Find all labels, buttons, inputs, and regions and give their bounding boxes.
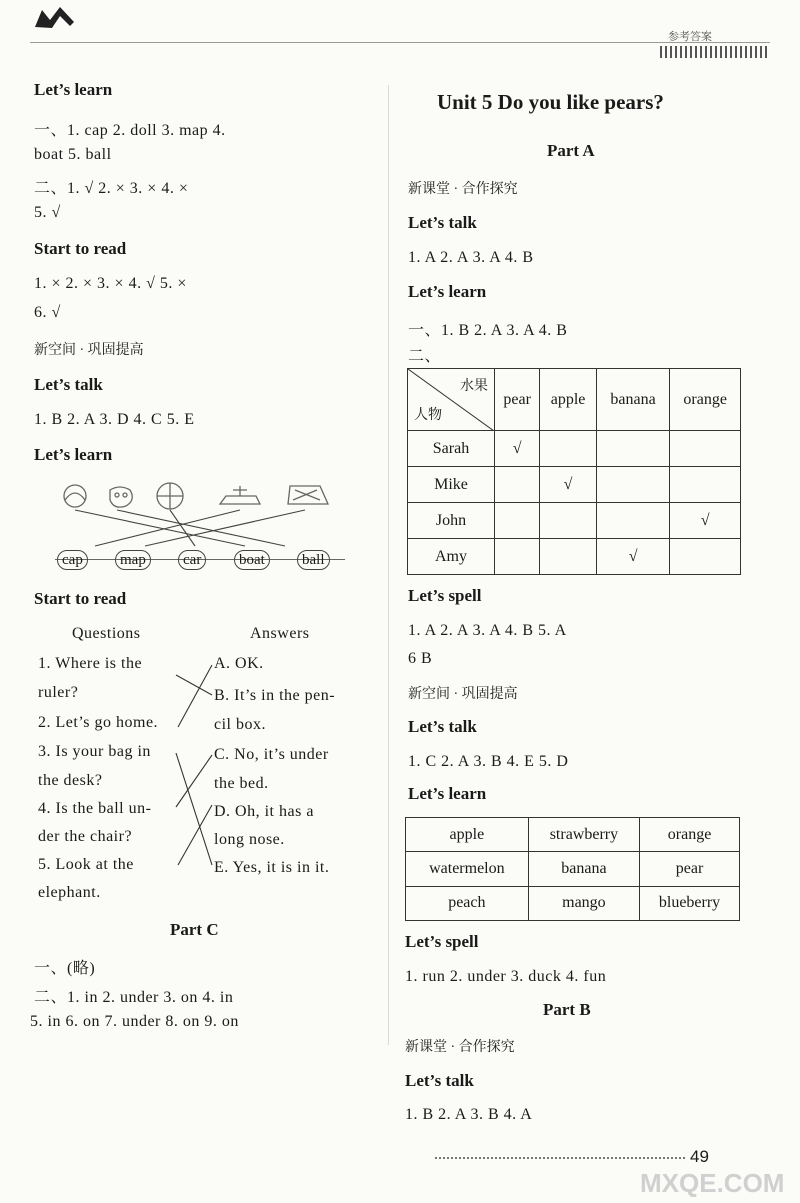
table-row <box>406 886 740 920</box>
left-section-cn: 新空间 · 巩固提高 <box>34 343 144 358</box>
footer-dotted-rule <box>435 1157 685 1159</box>
left-learn-line3: 二、1. √ 2. × 3. × 4. × <box>34 180 189 197</box>
word-cell: strawberry <box>528 818 639 852</box>
word-cell: banana <box>528 852 639 886</box>
corner-label-fruit: 水果 <box>460 379 488 394</box>
corner-label-people: 人物 <box>414 408 442 423</box>
question-line: der the chair? <box>38 828 133 845</box>
question-line: 5. Look at the <box>38 856 134 873</box>
table-row <box>408 431 741 467</box>
question-line: 3. Is your bag in <box>38 743 151 760</box>
answer-line: A. OK. <box>214 655 264 672</box>
header-rule <box>30 42 770 43</box>
table-row <box>406 852 740 886</box>
check-mark <box>670 431 741 467</box>
fruit-words-table <box>405 817 740 921</box>
page-number: 49 <box>690 1147 709 1166</box>
check-mark <box>596 431 669 467</box>
part-a-title: Part A <box>547 141 595 160</box>
right-spell2-line1: 1. run 2. under 3. duck 4. fun <box>405 968 607 985</box>
answer-line: B. It’s in the pen- <box>214 687 336 704</box>
check-mark <box>495 467 540 503</box>
table-row <box>408 467 741 503</box>
right-talk3-title: Let’s talk <box>405 1071 474 1090</box>
left-talk-title: Let’s talk <box>34 375 103 394</box>
left-learn2-title: Let’s learn <box>34 445 113 464</box>
check-mark: √ <box>495 431 540 467</box>
table-header-cell: pear <box>495 369 540 431</box>
answers-header: Answers <box>250 625 310 642</box>
question-line: the desk? <box>38 772 103 789</box>
match-word-map: map <box>115 550 151 570</box>
answer-line: cil box. <box>214 716 266 733</box>
right-section-cn3: 新课堂 · 合作探究 <box>405 1040 515 1055</box>
left-read-line1: 1. × 2. × 3. × 4. √ 5. × <box>34 275 187 292</box>
header-barcode <box>660 46 770 58</box>
check-mark <box>596 503 669 539</box>
right-learn1-line2: 二、 <box>408 348 442 365</box>
fruit-preference-table <box>407 368 741 575</box>
left-talk-line1: 1. B 2. A 3. D 4. C 5. E <box>34 411 195 428</box>
row-name: John <box>408 503 495 539</box>
check-mark <box>596 467 669 503</box>
right-section-cn1: 新课堂 · 合作探究 <box>408 182 518 197</box>
header-tag: 参考答案 <box>668 31 712 43</box>
match-word-boat: boat <box>234 550 270 570</box>
table-row <box>406 818 740 852</box>
left-learn-line4: 5. √ <box>34 204 61 221</box>
check-mark: √ <box>540 467 597 503</box>
word-cell: pear <box>640 852 740 886</box>
table-row <box>408 503 741 539</box>
right-spell1-title: Let’s spell <box>408 586 482 605</box>
match-word-ball: ball <box>297 550 330 570</box>
table-row <box>408 539 741 575</box>
table-header-cell: orange <box>670 369 741 431</box>
table-header-cell: apple <box>540 369 597 431</box>
table-corner-cell <box>408 369 495 431</box>
question-line: elephant. <box>38 884 101 901</box>
right-learn1-title: Let’s learn <box>408 282 487 301</box>
answer-line: E. Yes, it is in it. <box>214 859 330 876</box>
table-header-cell: banana <box>596 369 669 431</box>
right-spell2-title: Let’s spell <box>405 932 479 951</box>
answer-line: D. Oh, it has a <box>214 803 314 820</box>
word-cell: watermelon <box>406 852 529 886</box>
part-c-line1: 一、(略) <box>34 960 96 977</box>
check-mark <box>540 503 597 539</box>
right-talk1-line1: 1. A 2. A 3. A 4. B <box>408 249 534 266</box>
check-mark: √ <box>670 503 741 539</box>
right-learn2-title: Let’s learn <box>408 784 487 803</box>
part-b-title: Part B <box>543 1000 591 1019</box>
word-cell: mango <box>528 886 639 920</box>
left-learn-line2: boat 5. ball <box>34 146 112 163</box>
word-cell: apple <box>406 818 529 852</box>
unit-title: Unit 5 Do you like pears? <box>437 90 664 114</box>
check-mark <box>495 503 540 539</box>
right-talk2-line1: 1. C 2. A 3. B 4. E 5. D <box>408 753 569 770</box>
part-c-title: Part C <box>170 920 219 939</box>
right-section-cn2: 新空间 · 巩固提高 <box>408 687 518 702</box>
right-talk2-title: Let’s talk <box>408 717 477 736</box>
column-separator <box>388 85 389 1045</box>
left-learn-line1: 一、1. cap 2. doll 3. map 4. <box>34 122 226 139</box>
question-line: 2. Let’s go home. <box>38 714 159 731</box>
question-line: 1. Where is the <box>38 655 143 672</box>
match-word-car: car <box>178 550 206 570</box>
check-mark <box>540 539 597 575</box>
answer-line: C. No, it’s under <box>214 746 329 763</box>
left-read-line2: 6. √ <box>34 304 61 321</box>
word-cell: peach <box>406 886 529 920</box>
right-spell1-line2: 6 B <box>408 650 433 667</box>
right-talk1-title: Let’s talk <box>408 213 477 232</box>
questions-header: Questions <box>72 625 141 642</box>
check-mark: √ <box>596 539 669 575</box>
match-word-cap: cap <box>57 550 88 570</box>
check-mark <box>670 539 741 575</box>
left-read2-title: Start to read <box>34 589 127 608</box>
word-cell: blueberry <box>640 886 740 920</box>
right-spell1-line1: 1. A 2. A 3. A 4. B 5. A <box>408 622 567 639</box>
row-name: Sarah <box>408 431 495 467</box>
left-learn-title: Let’s learn <box>34 80 113 99</box>
answer-line: the bed. <box>214 775 269 792</box>
question-answer-lines <box>168 655 218 885</box>
right-talk3-line1: 1. B 2. A 3. B 4. A <box>405 1106 533 1123</box>
question-line: 4. Is the ball un- <box>38 800 152 817</box>
part-c-line3: 5. in 6. on 7. under 8. on 9. on <box>30 1013 239 1030</box>
row-name: Amy <box>408 539 495 575</box>
header-logo-icon <box>30 2 80 32</box>
answer-line: long nose. <box>214 831 285 848</box>
matching-pictures-illustration <box>55 478 350 548</box>
watermark: MXQE.COM <box>640 1168 785 1198</box>
left-read-title: Start to read <box>34 239 127 258</box>
question-line: ruler? <box>38 684 79 701</box>
word-cell: orange <box>640 818 740 852</box>
check-mark <box>540 431 597 467</box>
row-name: Mike <box>408 467 495 503</box>
right-learn1-line1: 一、1. B 2. A 3. A 4. B <box>408 322 568 339</box>
check-mark <box>495 539 540 575</box>
check-mark <box>670 467 741 503</box>
part-c-line2: 二、1. in 2. under 3. on 4. in <box>34 989 234 1006</box>
